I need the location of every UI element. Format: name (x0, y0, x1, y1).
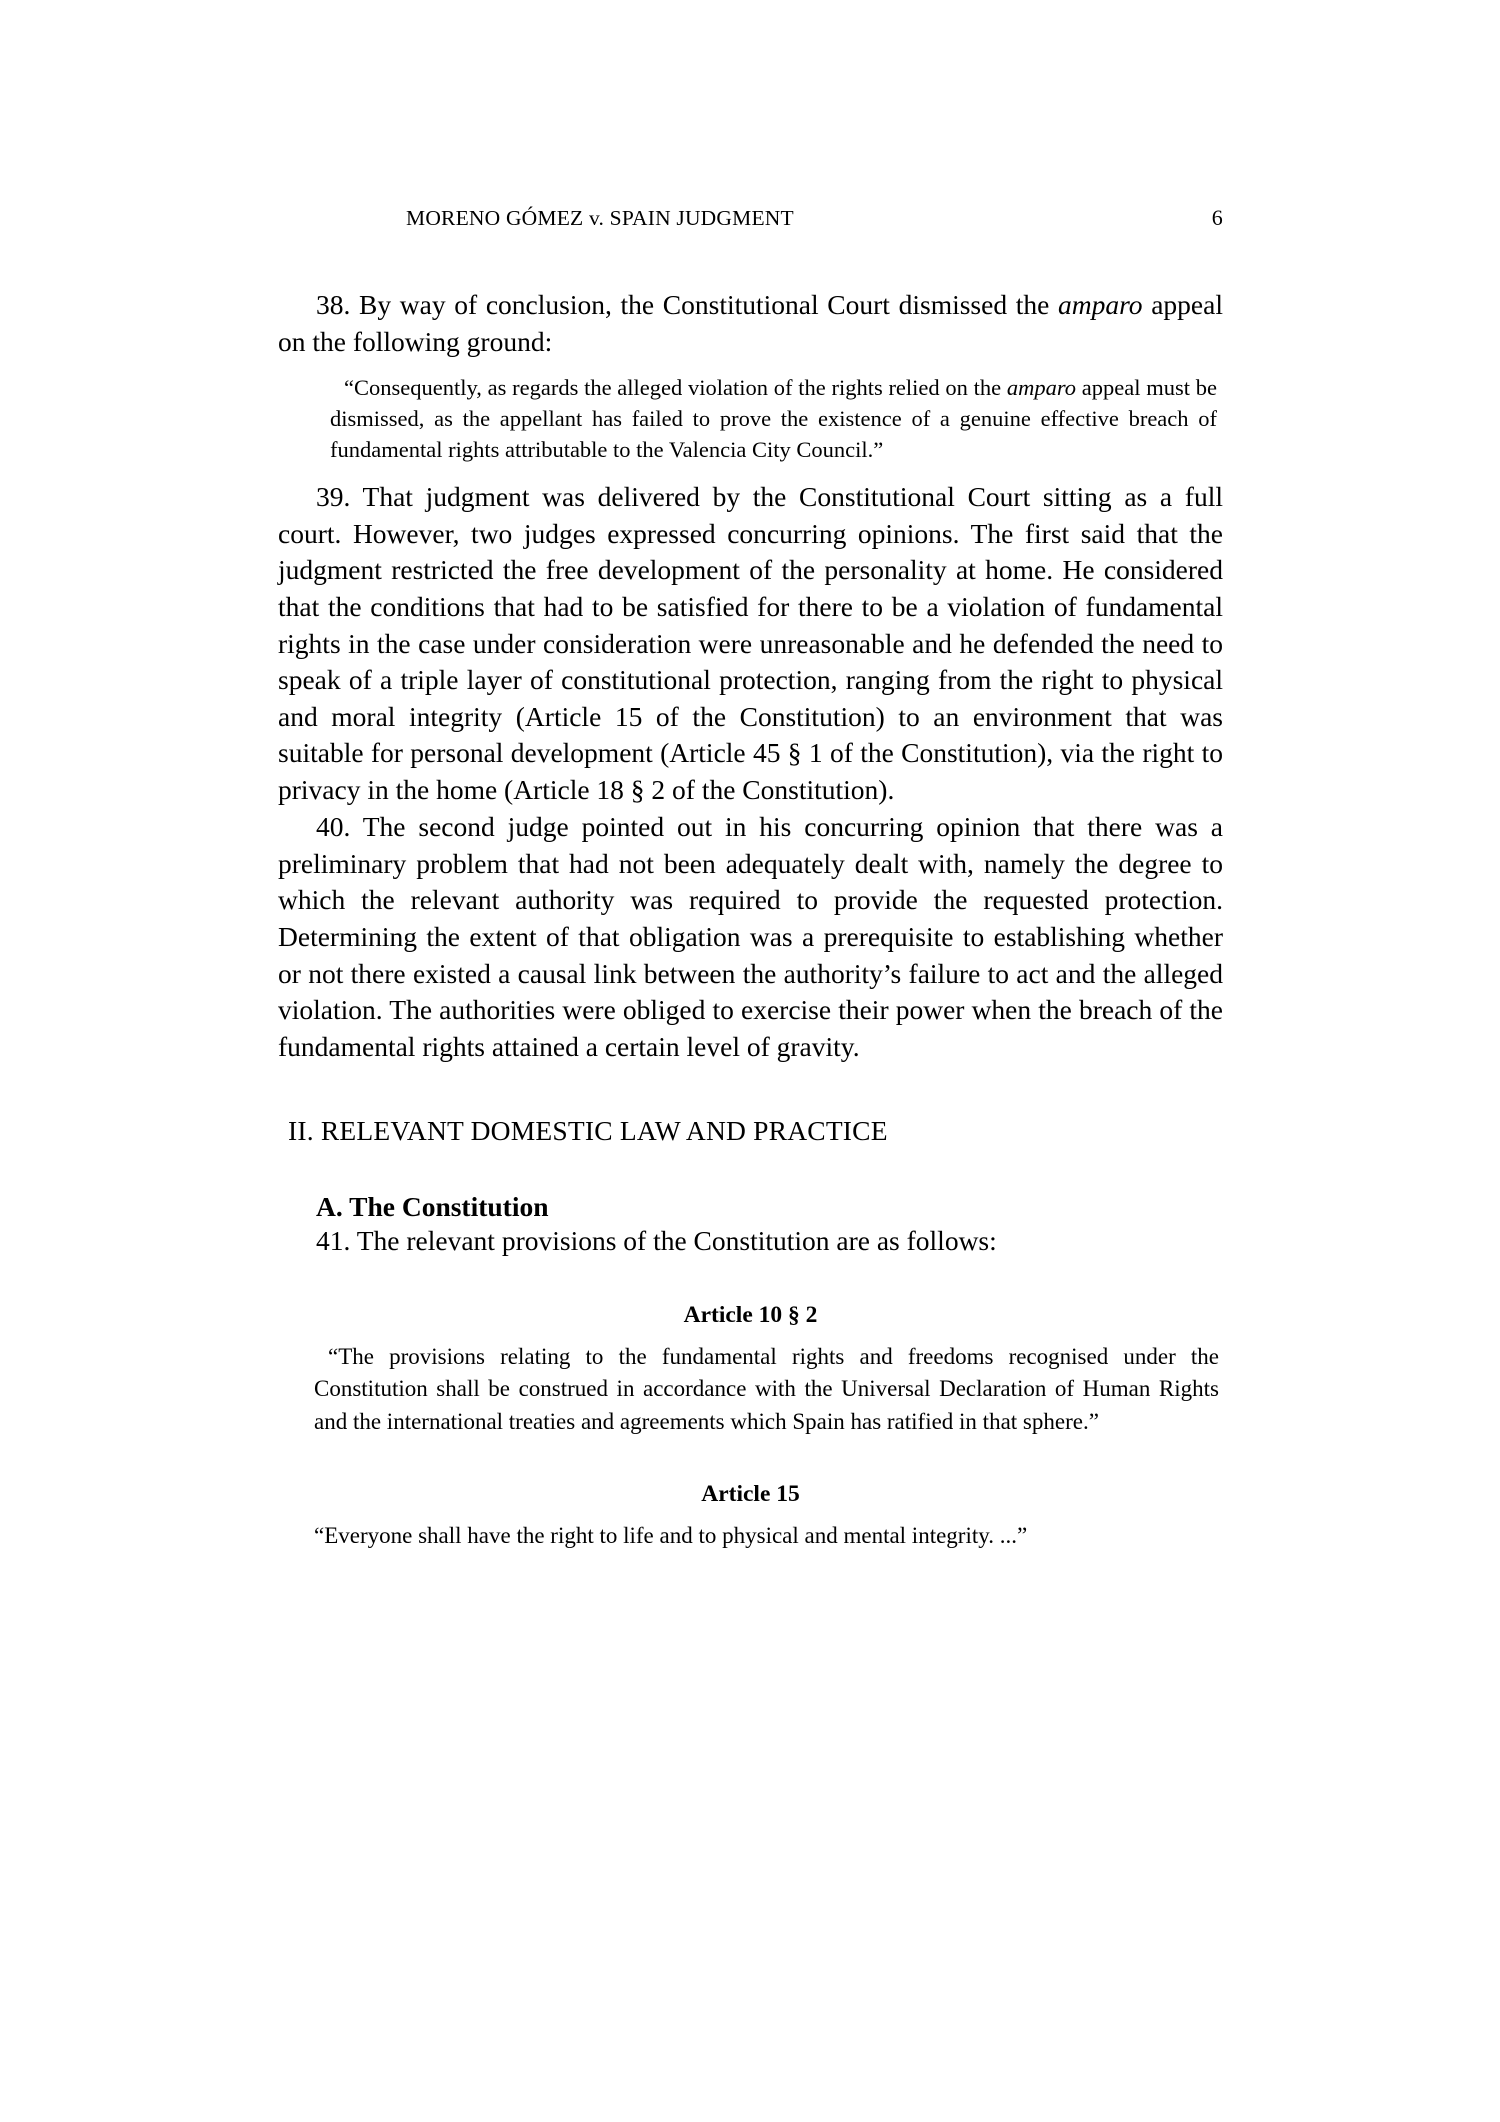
paragraph-38 (278, 287, 1223, 360)
section-heading-ii: II. RELEVANT DOMESTIC LAW AND PRACTICE (288, 1115, 888, 1147)
page-content (278, 205, 1223, 1552)
paragraph-38-tail: appeal on the following ground: (278, 289, 1223, 357)
running-title: MORENO GÓMEZ v. SPAIN JUDGMENT (406, 206, 794, 230)
quote-38-part-a: “Consequently, as regards the alleged violation of the rights relied on the (344, 375, 1007, 401)
article-15-quote: “Everyone shall have the right to life and to physical and mental integrity. ...” (314, 1522, 1028, 1548)
paragraph-41: 41. The relevant provisions of the Constitution are as follows: (316, 1225, 997, 1257)
page-number: 6 (1211, 205, 1223, 230)
quote-38-part-b: appeal must be dismissed, as the appellant has failed to prove the existence of a genuine effective breach of fundamental rights attributable to the Valencia City Council.” (330, 375, 1217, 463)
subsection-heading-a: A. The Constitution (316, 1191, 549, 1223)
article-10-quote: “The provisions relating to the fundamental rights and freedoms recognised under the Constitution shall be construed in accordance with the Universal Declaration of Human Rights and the international treaties and agreements which Spain has ratified in that sphere.” (314, 1343, 1219, 1435)
paragraph-38-italic-term: amparo (1058, 289, 1143, 320)
paragraph-40: 40. The second judge pointed out in his concurring opinion that there was a preliminary problem that had not been adequately dealt with, namely the degree to which the relevant authority was required to provide the requested protection. Determining the extent of that obligation was a prerequisite to establishing whether or not there existed a causal link between the authority’s failure to act and the alleged violation. The authorities were obliged to exercise their power when the breach of the fundamental rights attained a certain level of gravity. (278, 811, 1223, 1062)
quote-38-italic-term: amparo (1006, 375, 1077, 401)
paragraph-39: 39. That judgment was delivered by the Constitutional Court sitting as a full court. However, two judges expressed concurring opinions. The first said that the judgment restricted the free development of the personality at home. He considered that the conditions that had to be satisfied for there to be a violation of fundamental rights in the case under consideration were unreasonable and he defended the need to speak of a triple layer of constitutional protection, ranging from the right to physical and moral integrity (Article 15 of the Constitution) to an environment that was suitable for personal development (Article 45 § 1 of the Constitution), via the right to privacy in the home (Article 18 § 2 of the Constitution). (278, 481, 1223, 805)
page-header (278, 205, 1223, 231)
quote-paragraph-38 (278, 372, 1223, 465)
article-10-heading: Article 10 § 2 (683, 1301, 818, 1328)
paragraph-38-lead: 38. By way of conclusion, the Constitutional Court dismissed the (316, 289, 1059, 320)
article-15-heading: Article 15 (701, 1480, 800, 1507)
